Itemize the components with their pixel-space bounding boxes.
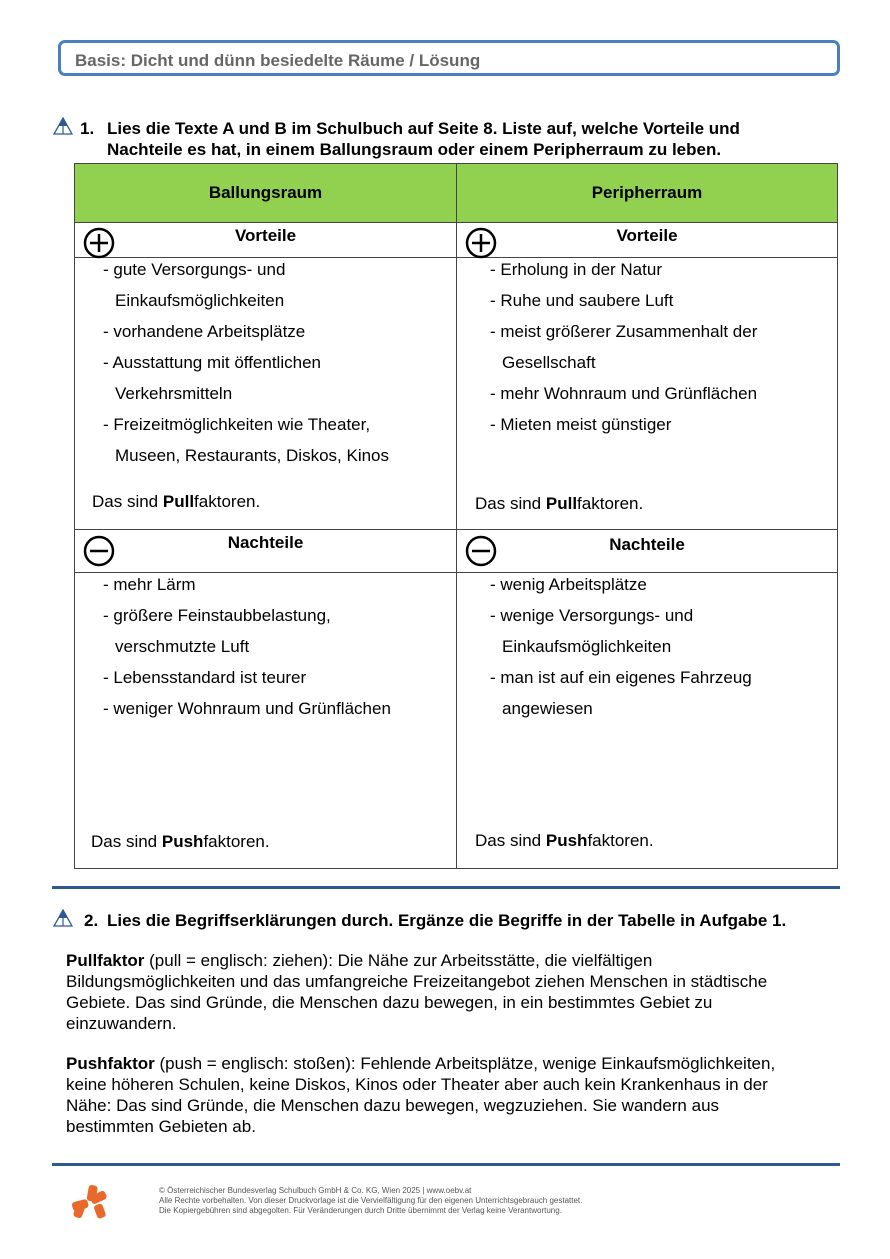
advantages-header-ballung — [75, 223, 457, 258]
advantages-label: Vorteile — [616, 226, 678, 245]
copyright-line: © Österreichischer Bundesverlag Schulbuch GmbH & Co. KG, Wien 2025 | www.oebv.at — [159, 1186, 472, 1195]
list-item: - man ist auf ein eigenes Fahrzeug — [490, 668, 752, 687]
header-peripherraum: Peripherraum — [457, 164, 838, 223]
disadvantages-label: Nachteile — [609, 535, 685, 554]
disadvantages-label: Nachteile — [227, 533, 304, 552]
disadvantages-header-ballung — [75, 530, 457, 573]
advantages-label: Vorteile — [234, 226, 297, 245]
level-pyramid-icon — [53, 909, 73, 927]
task1-text-line2: Nachteile es hat, in einem Ballungsraum oder einem Peripherraum zu leben. — [107, 140, 722, 159]
push-definition: Pushfaktor (push = englisch: stoßen): Fehlende Arbeitsplätze, wenige Einkaufsmöglichkeiten, keine höheren Schulen, keine Diskos, Kinos oder Theater aber auch kein Krankenhaus in der Nähe: Das sind Gründe, die Menschen dazu bewegen, wegzuziehen. Sie wandern aus bestimmten Gebieten ab. — [66, 1054, 776, 1136]
fees-line: Die Kopiergebühren sind abgegolten. Für Veränderungen durch Dritte übernimmt der Verlag keine Verantwortung. — [159, 1206, 562, 1215]
list-item: Einkaufsmöglichkeiten — [502, 637, 672, 656]
list-item: - Erholung in der Natur — [490, 260, 662, 279]
list-item: - wenig Arbeitsplätze — [490, 575, 647, 594]
advantages-header-peripher — [457, 223, 838, 258]
section-divider — [52, 886, 840, 889]
task1-text-line1: Lies die Texte A und B im Schulbuch auf Seite 8. Liste auf, welche Vorteile und — [107, 119, 740, 138]
list-item: - Ausstattung mit öffentlichen — [103, 353, 321, 372]
list-item: - größere Feinstaubbelastung, — [103, 606, 331, 625]
pull-factor-note: Das sind Pullfaktoren. — [92, 492, 261, 511]
list-item: verschmutzte Luft — [115, 637, 250, 656]
list-item: - Ruhe und saubere Luft — [490, 291, 674, 310]
pull-definition: Pullfaktor (pull = englisch: ziehen): Die Nähe zur Arbeitsstätte, die vielfältigen Bildungsmöglichkeiten und das umfangreiche Freizeitangebot ziehen Menschen in städtische Gebiete. Das sind Gründe, die Menschen dazu bewegen, in ein bestimmtes Gebiet zu einzuwandern. — [66, 951, 768, 1033]
pull-term: Pullfaktor — [66, 951, 145, 970]
task2-number: 2. — [84, 911, 99, 930]
publisher-logo-icon — [70, 1183, 110, 1223]
list-item: - Freizeitmöglichkeiten wie Theater, — [103, 415, 371, 434]
list-item: Gesellschaft — [502, 353, 596, 372]
list-item: Museen, Restaurants, Diskos, Kinos — [115, 446, 390, 465]
push-factor-note: Das sind Pushfaktoren. — [91, 832, 270, 851]
footer-divider — [52, 1163, 840, 1166]
footer-text — [159, 1186, 582, 1216]
list-item: - Lebensstandard ist teurer — [103, 668, 307, 687]
list-item: - mehr Lärm — [103, 575, 196, 594]
header-ballungsraum: Ballungsraum — [75, 164, 457, 223]
comparison-table — [74, 163, 838, 869]
list-item: angewiesen — [502, 699, 593, 718]
list-item: Einkaufsmöglichkeiten — [115, 291, 285, 310]
push-factor-note: Das sind Pushfaktoren. — [475, 831, 654, 850]
plus-circle-icon — [465, 227, 497, 259]
pull-factor-note: Das sind Pullfaktoren. — [475, 494, 644, 513]
list-item: - vorhandene Arbeitsplätze — [103, 322, 306, 341]
task2-text: Lies die Begriffserklärungen durch. Ergänze die Begriffe in der Tabelle in Aufgabe 1. — [107, 911, 787, 930]
rights-line: Alle Rechte vorbehalten. Von dieser Druckvorlage ist die Vervielfältigung für den eigenen Unterrichtsgebrauch gestattet. — [159, 1196, 583, 1205]
list-item: - weniger Wohnraum und Grünflächen — [103, 699, 391, 718]
ballung-disadvantages-cell — [75, 573, 457, 869]
title-box — [58, 40, 840, 76]
minus-circle-icon — [83, 535, 115, 567]
list-item: - Mieten meist günstiger — [490, 415, 672, 434]
task1-number: 1. — [80, 119, 95, 138]
peripher-disadvantages-cell — [457, 573, 838, 869]
peripher-advantages-cell — [457, 258, 838, 530]
list-item: - meist größerer Zusammenhalt der — [490, 322, 758, 341]
list-item: - gute Versorgungs- und — [103, 260, 286, 279]
push-term: Pushfaktor — [66, 1054, 155, 1073]
plus-circle-icon — [83, 227, 115, 259]
list-item: Verkehrsmitteln — [115, 384, 233, 403]
page-title: Basis: Dicht und dünn besiedelte Räume / Lösung — [75, 51, 481, 70]
list-item: - wenige Versorgungs- und — [490, 606, 694, 625]
ballung-advantages-cell — [75, 258, 457, 530]
list-item: - mehr Wohnraum und Grünflächen — [490, 384, 758, 403]
level-pyramid-icon — [53, 117, 73, 135]
disadvantages-header-peripher — [457, 530, 838, 573]
minus-circle-icon — [465, 535, 497, 567]
